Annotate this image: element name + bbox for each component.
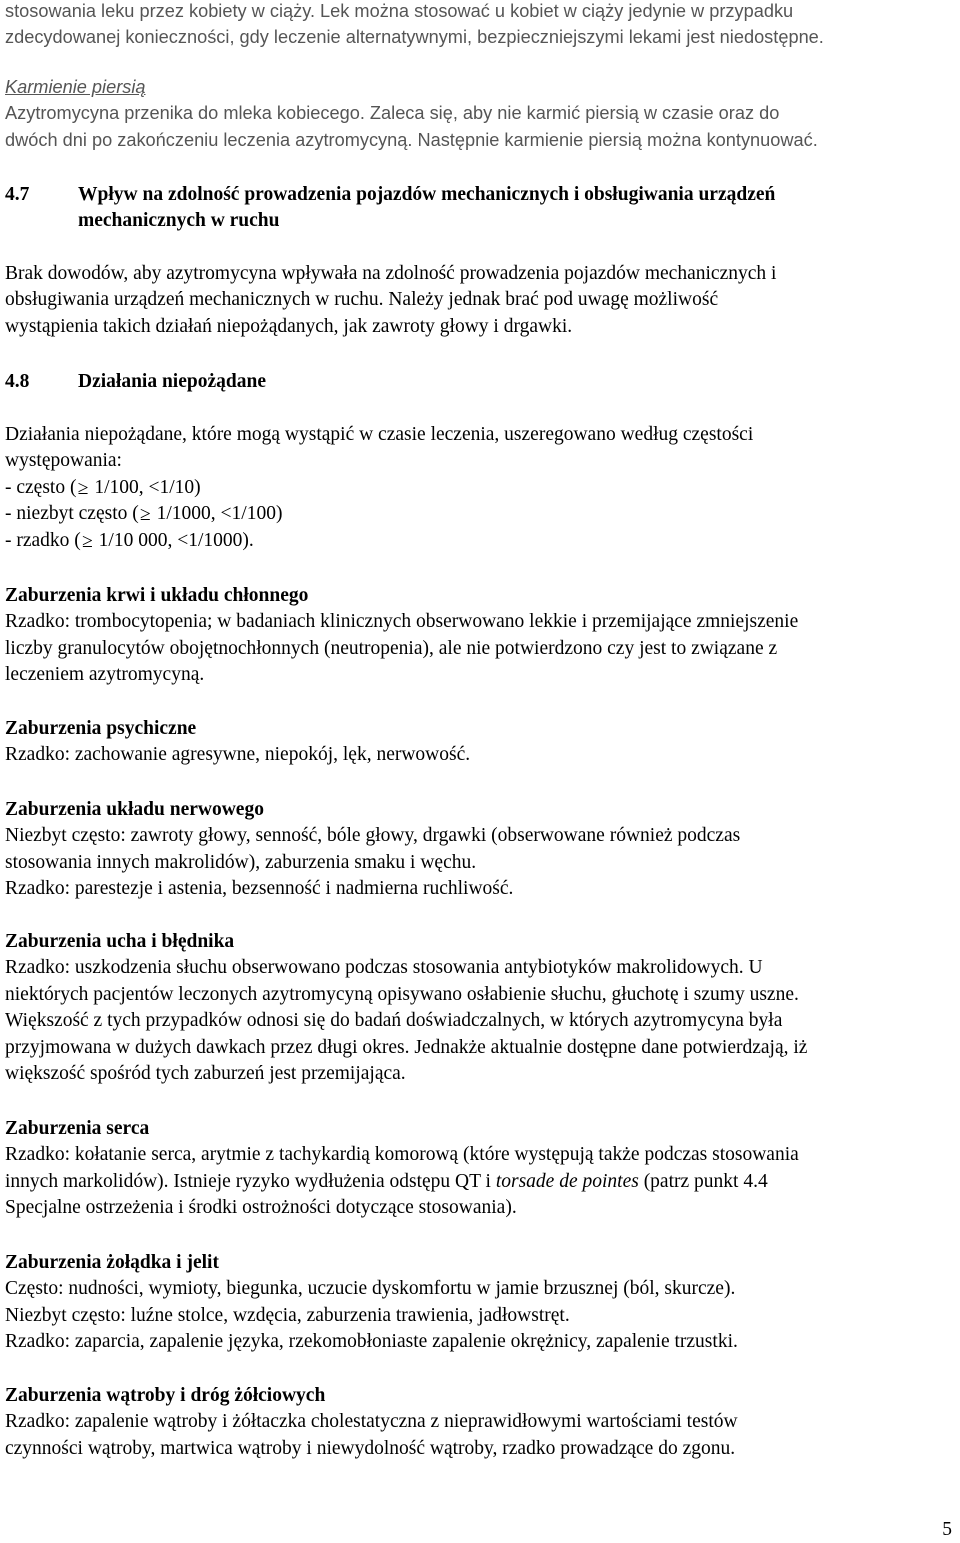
text-line: obsługiwania urządzeń mechanicznych w ruchu. Należy jednak brać pod uwagę możliwość [5, 289, 719, 311]
page-number: 5 [942, 1519, 952, 1540]
section-4-7-body [5, 261, 953, 340]
subsection-heading: Zaburzenia ucha i błędnika [5, 931, 235, 952]
breastfeeding-heading: Karmienie piersią [5, 77, 146, 97]
text-line: wystąpienia takich działań niepożądanych, jak zawroty głowy i drgawki. [5, 315, 573, 337]
text-line: Brak dowodów, aby azytromycyna wpływała na zdolność prowadzenia pojazdów mechanicznych i [5, 263, 777, 284]
section-title: Wpływ na zdolność prowadzenia pojazdów mechanicznych i obsługiwania urządzeń [78, 184, 776, 205]
section-title: Działania niepożądane [78, 371, 266, 392]
text-line: Większość z tych przypadków odnosi się do badań doświadczalnych, w których azytromycyna była [5, 1010, 783, 1032]
text-line: Niezbyt często: luźne stolce, wzdęcia, zaburzenia trawienia, jadłowstręt. [5, 1304, 570, 1326]
nervous-system-section [5, 797, 953, 903]
text-line: Często: nudności, wymioty, biegunka, uczucie dyskomfortu w jamie brzusznej (ból, skurcze). [5, 1278, 736, 1300]
heart-disorders-section [5, 1116, 953, 1222]
text-line: Specjalne ostrzeżenia i środki ostrożności dotyczące stosowania). [5, 1197, 517, 1219]
greater-equal-symbol: ≥ [139, 504, 151, 526]
text-line: Rzadko: trombocytopenia; w badaniach klinicznych obserwowano lekkie i przemijające zmniejszenie [5, 611, 799, 633]
text-line: większość spośród tych zaburzeń jest przemijająca. [5, 1063, 406, 1085]
subsection-heading: Zaburzenia krwi i układu chłonnego [5, 585, 309, 606]
text-line: występowania: [5, 450, 122, 472]
text-line: leczeniem azytromycyną. [5, 664, 205, 686]
text-line: zdecydowanej konieczności, gdy leczenie alternatywnymi, bezpieczniejszymi lekami jest niedostępne. [5, 27, 824, 48]
ear-disorders-section [5, 929, 953, 1087]
gastrointestinal-section [5, 1250, 953, 1356]
italic-term: torsade de pointes [495, 1170, 639, 1192]
text-line: Azytromycyna przenika do mleka kobiecego. Zaleca się, aby nie karmić piersią w czasie oraz do [5, 103, 780, 124]
text-line: czynności wątroby, martwica wątroby i niewydolność wątroby, rzadko prowadzące do zgonu. [5, 1437, 736, 1459]
section-number: 4.7 [5, 184, 30, 205]
greater-equal-symbol: ≥ [81, 530, 93, 552]
greater-equal-symbol: ≥ [77, 477, 89, 499]
psychiatric-disorders-section [5, 716, 953, 769]
section-4-7-title [5, 182, 953, 235]
text-line: stosowania leku przez kobiety w ciąży. Lek można stosować u kobiet w ciąży jedynie w przypadku [5, 1, 794, 21]
text-line: Rzadko: kołatanie serca, arytmie z tachykardią komorową (które występują także podczas stosowania [5, 1144, 799, 1166]
text-line: przyjmowana w dużych dawkach przez długi okres. Jednakże aktualnie dostępne dane potwierdzają, iż [5, 1036, 808, 1058]
text-line: Rzadko: parestezje i astenia, bezsenność i nadmierna ruchliwość. [5, 878, 514, 900]
section-number: 4.8 [5, 371, 30, 392]
text-line: dwóch dni po zakończeniu leczenia azytromycyną. Następnie karmienie piersią można kontynuować. [5, 129, 818, 150]
subsection-heading: Zaburzenia serca [5, 1118, 150, 1139]
text-line: stosowania innych makrolidów), zaburzenia smaku i węchu. [5, 851, 477, 873]
section-4-8-intro [5, 422, 953, 554]
frequency-item: - rzadko (≥ 1/10 000, <1/1000). [5, 528, 953, 554]
section-4-8-title [5, 369, 953, 395]
blood-disorders-section [5, 583, 953, 689]
text-line: Rzadko: uszkodzenia słuchu obserwowano podczas stosowania antybiotyków makrolidowych. U [5, 957, 763, 979]
text-line: niektórych pacjentów leczonych azytromycyną opisywano osłabienie słuchu, głuchotę i szumy uszne. [5, 983, 799, 1005]
intro-paragraph [5, 0, 953, 51]
breastfeeding-section [5, 74, 953, 153]
frequency-item: - niezbyt często (≥ 1/1000, <1/100) [5, 501, 953, 527]
subsection-heading: Zaburzenia psychiczne [5, 718, 197, 739]
subsection-heading: Zaburzenia wątroby i dróg żółciowych [5, 1385, 326, 1406]
liver-disorders-section [5, 1383, 953, 1462]
text-line: Rzadko: zapalenie wątroby i żółtaczka cholestatyczna z nieprawidłowymi wartościami testów [5, 1411, 738, 1433]
text-line: Rzadko: zachowanie agresywne, niepokój, lęk, nerwowość. [5, 744, 471, 766]
text-line: Rzadko: zaparcia, zapalenie języka, rzekomobłoniaste zapalenie okrężnicy, zapalenie trzustki. [5, 1331, 738, 1353]
text-line: Działania niepożądane, które mogą wystąpić w czasie leczenia, uszeregowano według częstości [5, 424, 754, 445]
frequency-item: - często (≥ 1/100, <1/10) [5, 475, 953, 501]
subsection-heading: Zaburzenia układu nerwowego [5, 799, 264, 820]
subsection-heading: Zaburzenia żołądka i jelit [5, 1252, 219, 1273]
text-line: liczby granulocytów obojętnochłonnych (neutropenia), ale nie potwierdzono czy jest to związane z [5, 637, 778, 659]
text-line: innych markolidów). Istnieje ryzyko wydłużenia odstępu QT i torsade de pointes (patrz punkt 4.4 [5, 1170, 768, 1192]
text-line: Niezbyt często: zawroty głowy, senność, bóle głowy, drgawki (obserwowane również podczas [5, 825, 741, 847]
section-title-cont: mechanicznych w ruchu [78, 210, 280, 232]
